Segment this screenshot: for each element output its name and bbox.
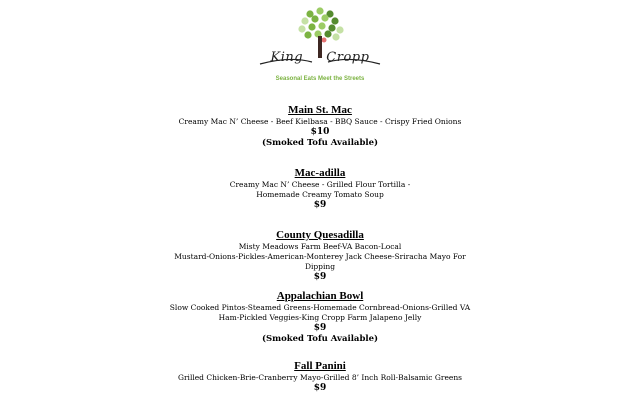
tagline: Seasonal Eats Meet the Streets: [275, 76, 365, 82]
item-desc: Grilled Chicken-Brie-Cranberry Mayo-Grilled 8’ Inch Roll-Balsamic Greens: [177, 373, 463, 382]
leaf: [321, 14, 328, 21]
leaf: [298, 25, 305, 32]
item-note: (Smoked Tofu Available): [261, 334, 379, 344]
menu-item: [150, 290, 490, 345]
item-desc: Homemade Creamy Tomato Soup: [256, 190, 384, 199]
leaf: [316, 7, 323, 14]
item-desc: Dipping: [304, 262, 336, 271]
tree-icon: [250, 6, 390, 76]
leaf: [331, 17, 338, 24]
item-desc: Misty Meadows Farm Beef-VA Bacon-Local: [238, 242, 402, 251]
item-name: County Quesadilla: [276, 229, 364, 241]
item-price: $9: [313, 200, 327, 210]
item-price: $10: [310, 127, 330, 137]
leaf: [304, 31, 311, 38]
item-desc: Ham-Pickled Veggies-King Cropp Farm Jalapeno Jelly: [218, 313, 422, 322]
logo: [250, 6, 390, 86]
menu-item: [150, 104, 490, 149]
item-name: Fall Panini: [294, 360, 346, 372]
item-price: $9: [313, 272, 327, 282]
leaf: [308, 23, 315, 30]
brand-left: King: [270, 50, 304, 65]
berry: [322, 38, 327, 43]
leaf: [318, 22, 325, 29]
brand-wordmark: [250, 50, 390, 65]
item-note: (Smoked Tofu Available): [261, 138, 379, 148]
brand-right: Cropp: [326, 50, 370, 65]
item-desc: Creamy Mac N’ Cheese - Beef Kielbasa - BBQ Sauce - Crispy Fried Onions: [178, 117, 462, 126]
item-desc: Mustard-Onions-Pickles-American-Monterey Jack Cheese-Sriracha Mayo For: [174, 252, 466, 261]
item-price: $9: [313, 323, 327, 333]
menu-item: [150, 167, 490, 211]
leaf: [336, 26, 343, 33]
leaf: [311, 15, 318, 22]
leaf: [301, 17, 308, 24]
item-name: Main St. Mac: [288, 104, 352, 116]
item-desc: Slow Cooked Pintos-Steamed Greens-Homemade Cornbread-Onions-Grilled VA: [169, 303, 471, 312]
menu-item: [150, 360, 490, 394]
item-name: Mac-adilla: [294, 167, 346, 179]
menu-item: [150, 229, 490, 283]
leaf: [332, 33, 339, 40]
item-desc: Creamy Mac N’ Cheese - Grilled Flour Tortilla -: [229, 180, 411, 189]
item-name: Appalachian Bowl: [276, 290, 364, 302]
leaf: [328, 24, 335, 31]
item-price: $9: [313, 383, 327, 393]
leaf: [324, 30, 331, 37]
